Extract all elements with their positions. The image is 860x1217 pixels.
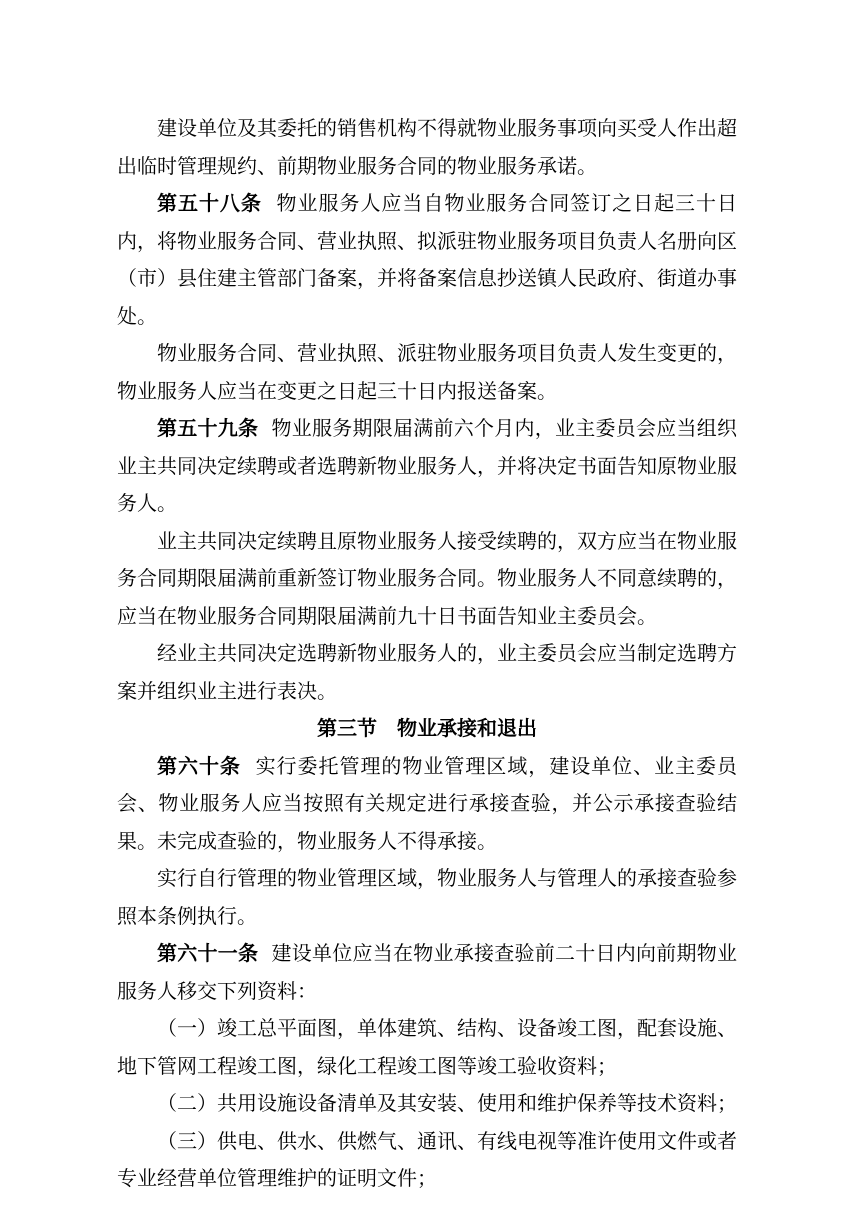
section-heading: 第三节 物业承接和退出 (317, 716, 537, 740)
paragraph-text: 物业服务期限届满前六个月内，业主委员会应当组织业主共同决定续聘或者选聘新物业服务人，并将决定书面告知原物业服务人。 (117, 416, 738, 515)
paragraph-text: 实行委托管理的物业管理区域，建设单位、业主委员会、物业服务人应当按照有关规定进行承接查验，并公示承接查验结果。未完成查验的，物业服务人不得承接。 (117, 753, 738, 853)
article-label: 第五十九条 (157, 416, 259, 440)
paragraph-text: （二）共用设施设备清单及其安装、使用和维护保养等技术资料； (157, 1091, 737, 1115)
paragraph-text: （三）供电、供水、供燃气、通讯、有线电视等准许使用文件或者专业经营单位管理维护的证明文件； (117, 1128, 737, 1190)
paragraph-text: 建设单位及其委托的销售机构不得就物业服务事项向买受人作出超出临时管理规约、前期物业服务合同的物业服务承诺。 (117, 116, 737, 178)
article-61 (117, 935, 737, 1010)
paragraph-sales-commitment (117, 110, 737, 185)
paragraph-self-management (117, 860, 737, 935)
paragraph-filing-change (117, 335, 737, 410)
paragraph-text: 物业服务人应当自物业服务合同签订之日起三十日内，将物业服务合同、营业执照、拟派驻物业服务项目负责人名册向区（市）县住建主管部门备案，并将备案信息抄送镇人民政府、街道办事处。 (117, 191, 738, 328)
paragraph-text: （一）竣工总平面图，单体建筑、结构、设备竣工图，配套设施、地下管网工程竣工图，绿化工程竣工图等竣工验收资料； (117, 1016, 737, 1078)
document-body (117, 110, 737, 1198)
list-item-2 (117, 1085, 737, 1123)
article-59 (117, 410, 737, 523)
paragraph-text: 业主共同决定续聘且原物业服务人接受续聘的，双方应当在物业服务合同期限届满前重新签订物业服务合同。物业服务人不同意续聘的，应当在物业服务合同期限届满前九十日书面告知业主委员会。 (117, 528, 737, 628)
paragraph-text: 建设单位应当在物业承接查验前二十日内向前期物业服务人移交下列资料： (117, 941, 738, 1003)
paragraph-text: 物业服务合同、营业执照、派驻物业服务项目负责人发生变更的，物业服务人应当在变更之日起三十日内报送备案。 (117, 341, 737, 403)
article-label: 第五十八条 (157, 191, 262, 215)
paragraph-text: 经业主共同决定选聘新物业服务人的，业主委员会应当制定选聘方案并组织业主进行表决。 (117, 641, 737, 703)
list-item-3 (117, 1123, 737, 1198)
article-label: 第六十条 (157, 753, 241, 778)
paragraph-new-selection (117, 635, 737, 710)
paragraph-renewal (117, 523, 737, 636)
article-58 (117, 185, 737, 335)
article-label: 第六十一条 (157, 941, 259, 965)
article-60 (117, 748, 737, 861)
paragraph-text: 实行自行管理的物业管理区域，物业服务人与管理人的承接查验参照本条例执行。 (117, 866, 737, 928)
list-item-1 (117, 1010, 737, 1085)
